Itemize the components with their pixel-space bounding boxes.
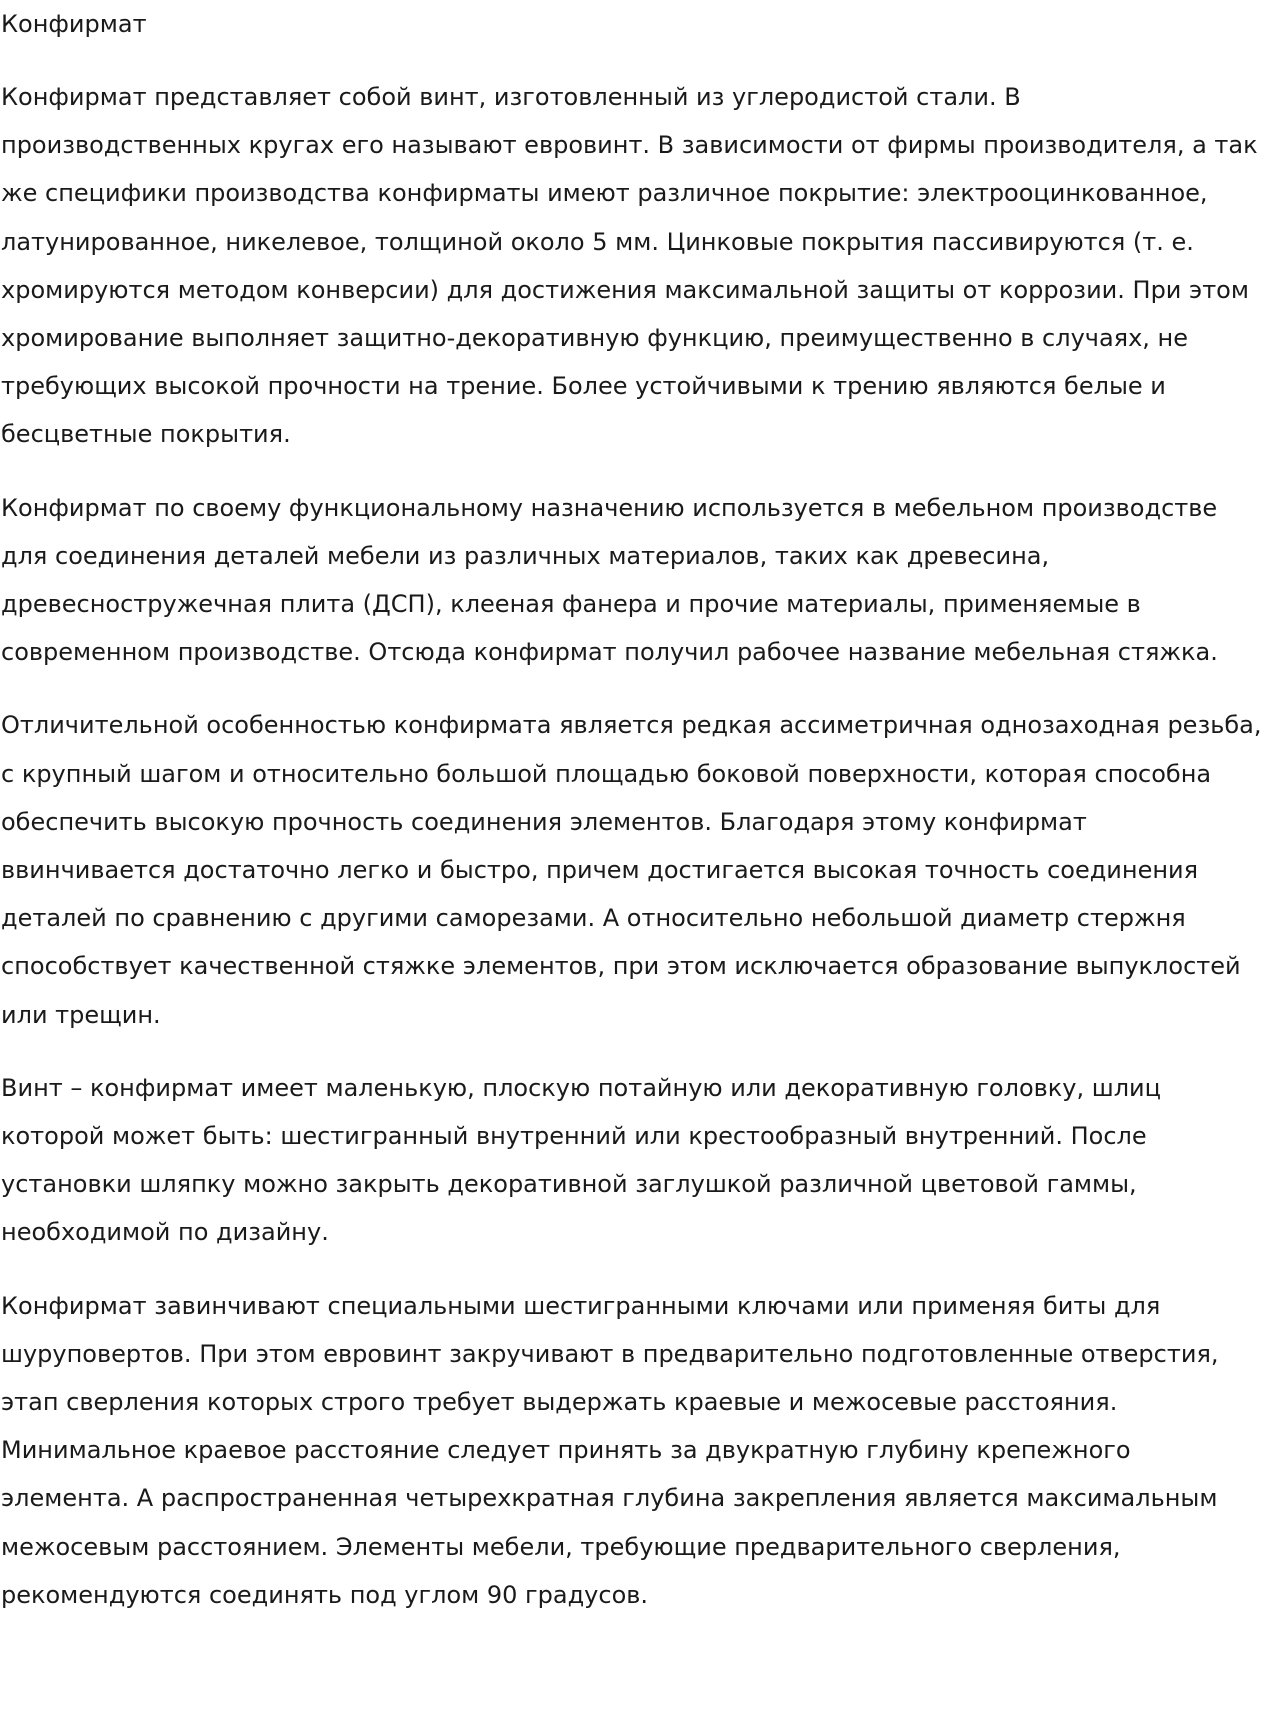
article-paragraph-1: Конфирмат представляет собой винт, изготовленный из углеродистой стали. В производственных кругах его называют евровинт. В зависимости от фирмы производителя, а так же специфики производства конфирматы имеют различное покрытие: электрооцинкованное, латунированное, никелевое, толщиной около 5 мм. Цинковые покрытия пассивируются (т. е. хромируются методом конверсии) для достижения максимальной защиты от коррозии. При этом хромирование выполняет защитно-декоративную функцию, преимущественно в случаях, не требующих высокой прочности на трение. Более устойчивыми к трению являются белые и бесцветные покрытия. — [1, 83, 1258, 449]
article-paragraph-4: Винт – конфирмат имеет маленькую, плоскую потайную или декоративную головку, шлиц которой может быть: шестигранный внутренний или крестообразный внутренний. После установки шляпку можно закрыть декоративной заглушкой различной цветовой гаммы, необходимой по дизайну. — [1, 1073, 1161, 1247]
article-paragraph-5: Конфирмат завинчивают специальными шестигранными ключами или применяя биты для шуруповертов. При этом евровинт закручивают в предварительно подготовленные отверстия, этап сверления которых строго требует выдержать краевые и межосевые расстояния. Минимальное краевое расстояние следует принять за двукратную глубину крепежного элемента. А распространенная четырехкратная глубина закрепления является максимальным межосевым расстоянием. Элементы мебели, требующие предварительного сверления, рекомендуются соединять под углом 90 градусов. — [1, 1291, 1219, 1609]
article-title: Конфирмат — [1, 10, 147, 38]
article-paragraph-2: Конфирмат по своему функциональному назначению используется в мебельном производстве для соединения деталей мебели из различных материалов, таких как древесина, древесностружечная плита (ДСП), клееная фанера и прочие материалы, применяемые в современном производстве. Отсюда конфирмат получил рабочее название мебельная стяжка. — [1, 493, 1218, 667]
article-paragraph-3: Отличительной особенностью конфирмата является редкая ассиметричная однозаходная резьба, с крупный шагом и относительно большой площадью боковой поверхности, которая способна обеспечить высокую прочность соединения элементов. Благодаря этому конфирмат ввинчивается достаточно легко и быстро, причем достигается высокая точность соединения деталей по сравнению с другими саморезами. А относительно небольшой диаметр стержня способствует качественной стяжке элементов, при этом исключается образование выпуклостей или трещин. — [1, 711, 1262, 1029]
